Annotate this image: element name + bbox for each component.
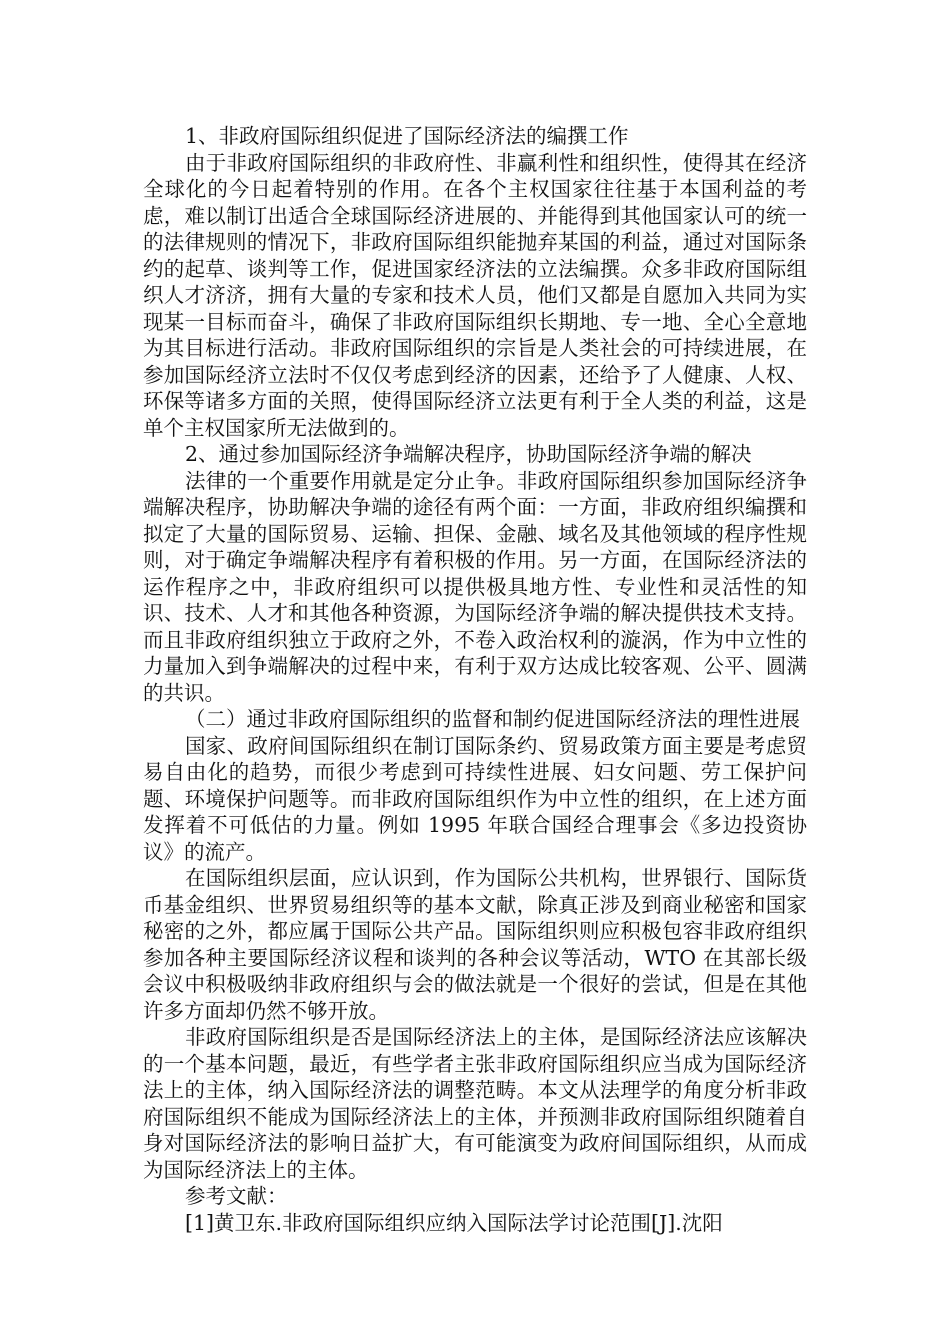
body-paragraph: 非政府国际组织是否是国际经济法上的主体，是国际经济法应该解决的一个基本问题，最近，有些学者主张非政府国际组织应当成为国际经济法上的主体，纳入国际经济法的调整范畴。本文从法理学的角度分析非政府国际组织不能成为国际经济法上的主体，并预测非政府国际组织随着自身对国际经济法的影响日益扩大，有可能演变为政府间国际组织，从而成为国际经济法上的主体。: [143, 1025, 807, 1182]
body-paragraph: 国家、政府间国际组织在制订国际条约、贸易政策方面主要是考虑贸易自由化的趋势，而很少考虑到可持续性进展、妇女问题、劳工保护问题、环境保护问题等。而非政府国际组织作为中立性的组织，在上述方面发挥着不可低估的力量。例如 1995 年联合国经合理事会《多边投资协议》的流产。: [143, 733, 807, 864]
section-heading: 1、非政府国际组织促进了国际经济法的编撰工作: [185, 124, 629, 148]
body-paragraph: 由于非政府国际组织的非政府性、非赢利性和组织性，使得其在经济全球化的今日起着特别的作用。在各个主权国家往往基于本国利益的考虑，难以制订出适合全球国际经济进展的、并能得到其他国家认可的统一的法律规则的情况下，非政府国际组织能抛弃某国的利益，通过对国际条约的起草、谈判等工作，促进国家经济法的立法编撰。众多非政府国际组织人才济济，拥有大量的专家和技术人员，他们又都是自愿加入共同为实现某一目标而奋斗，确保了非政府国际组织长期地、专一地、全心全意地为其目标进行活动。非政府国际组织的宗旨是人类社会的可持续进展，在参加国际经济立法时不仅仅考虑到经济的因素，还给予了人健康、人权、环保等诸多方面的关照，使得国际经济立法更有利于全人类的利益，这是单个主权国家所无法做到的。: [143, 150, 807, 440]
body-paragraph: 在国际组织层面，应认识到，作为国际公共机构，世界银行、国际货币基金组织、世界贸易组织等的基本文献，除真正涉及到商业秘密和国家秘密的之外，都应属于国际公共产品。国际组织则应积极包容非政府组织参加各种主要国际经济议程和谈判的各种会议等活动，WTO 在其部长级会议中积极吸纳非政府组织与会的做法就是一个很好的尝试，但是在其他许多方面却仍然不够开放。: [143, 866, 807, 1023]
reference-item: [1]黄卫东.非政府国际组织应纳入国际法学讨论范围[J].沈阳: [185, 1210, 723, 1235]
body-paragraph: 法律的一个重要作用就是定分止争。非政府国际组织参加国际经济争端解决程序，协助解决争端的途径有两个面：一方面，非政府组织编撰和拟定了大量的国际贸易、运输、担保、金融、域名及其他领域的程序性规则，对于确定争端解决程序有着积极的作用。另一方面，在国际经济法的运作程序之中，非政府组织可以提供极具地方性、专业性和灵活性的知识、技术、人才和其他各种资源，为国际经济争端的解决提供技术支持。而且非政府组织独立于政府之外，不卷入政治权利的漩涡，作为中立性的力量加入到争端解决的过程中来，有利于双方达成比较客观、公平、圆满的共识。: [143, 468, 807, 705]
references-heading: 参考文献：: [185, 1184, 288, 1208]
section-heading: （二）通过非政府国际组织的监督和制约促进国际经济法的理性进展: [185, 707, 800, 731]
document-body: [143, 123, 807, 1236]
section-heading: 2、通过参加国际经济争端解决程序，协助国际经济争端的解决: [185, 442, 752, 466]
